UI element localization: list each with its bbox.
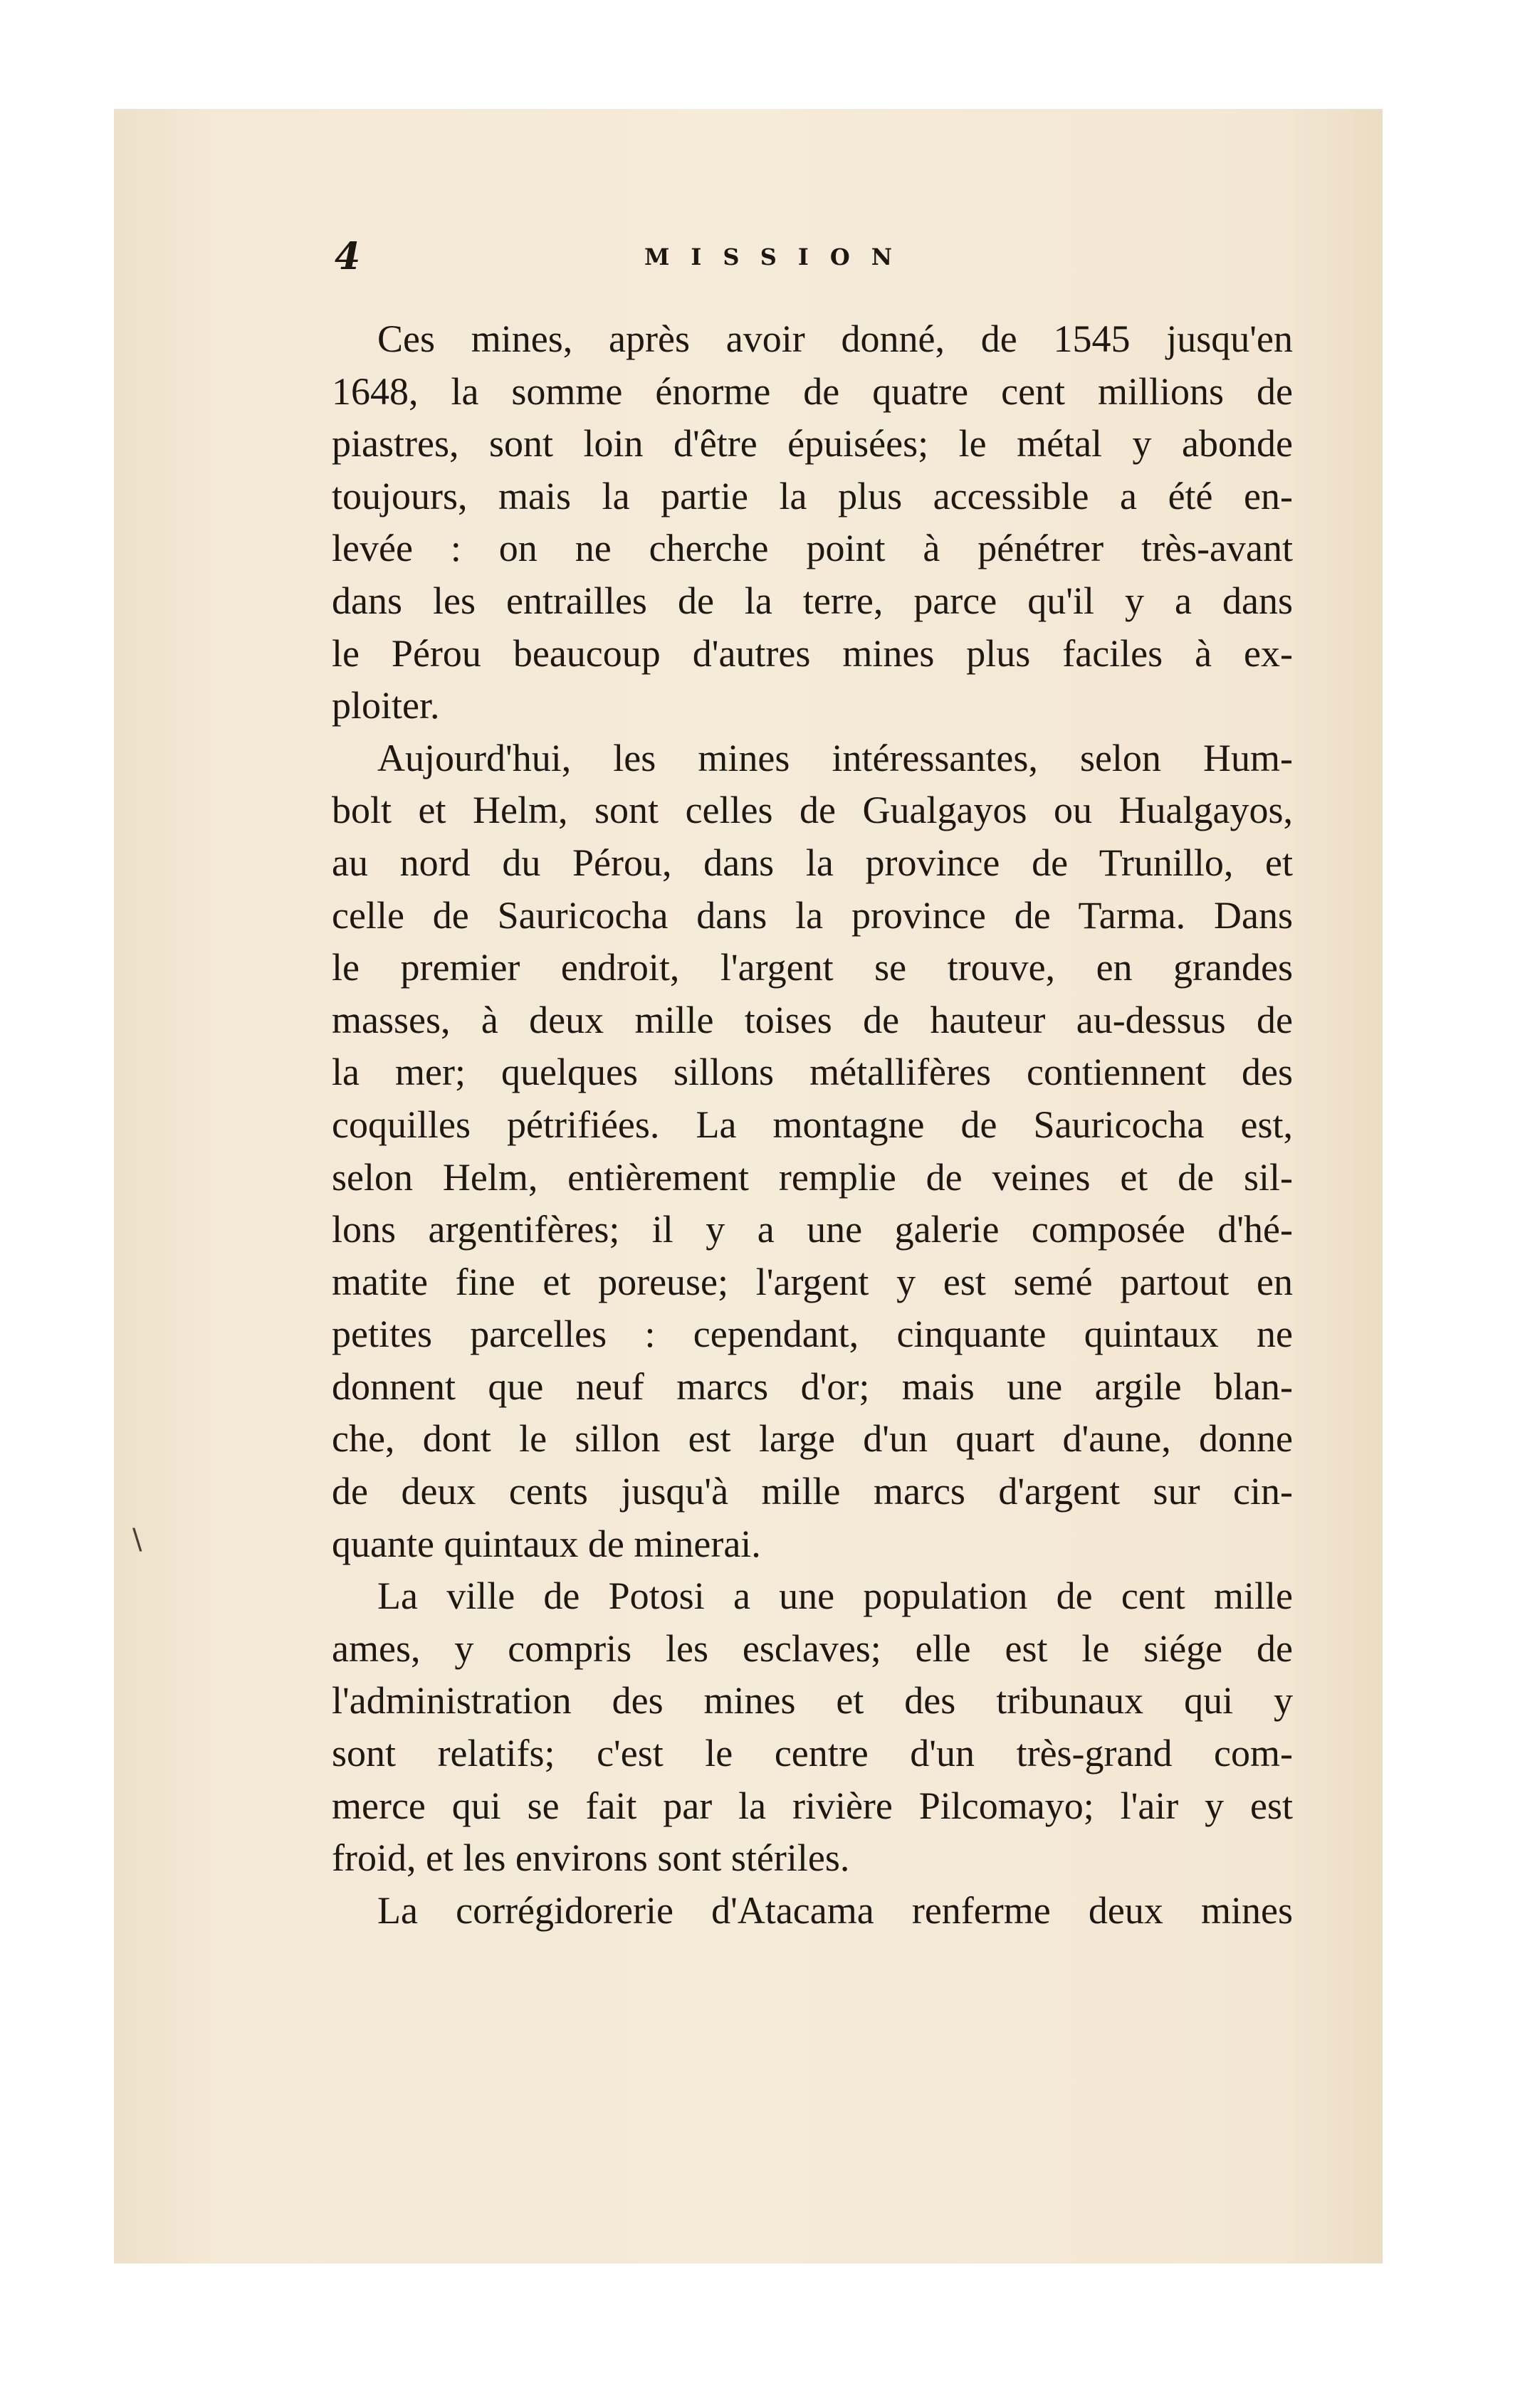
text-line: de deux cents jusqu'à mille marcs d'argent sur cin- [332,1470,1293,1513]
text-line: la mer; quelques sillons métallifères contiennent des [332,1051,1293,1094]
text-line: celle de Sauricocha dans la province de Tarma. Dans [332,893,1293,937]
text-line: coquilles pétrifiées. La montagne de Sauricocha est, [332,1103,1293,1146]
text-line: selon Helm, entièrement remplie de veines et de sil- [332,1155,1293,1199]
text-line: ploiter. [332,684,440,727]
text-line: quante quintaux de minerai. [332,1522,761,1565]
text-line: ames, y compris les esclaves; elle est le siége de [332,1626,1293,1670]
text-line: merce qui se fait par la rivière Pilcomayo; l'air y est [332,1784,1293,1827]
text-line: bolt et Helm, sont celles de Gualgayos ou Hualgayos, [332,789,1293,832]
text-line: au nord du Pérou, dans la province de Trunillo, et [332,841,1293,884]
text-line: l'administration des mines et des tribunaux qui y [332,1679,1293,1723]
text-line: froid, et les environs sont stériles. [332,1836,850,1880]
body-text [332,313,1293,1937]
text-line: toujours, mais la partie la plus accessible a été en- [332,474,1293,517]
text-line: petites parcelles : cependant, cinquante quintaux ne [332,1313,1293,1356]
text-line: levée : on ne cherche point à pénétrer très-avant [332,527,1293,570]
text-line: le premier endroit, l'argent se trouve, en grandes [332,946,1293,989]
text-line: le Pérou beaucoup d'autres mines plus faciles à ex- [332,631,1293,675]
text-line: Aujourd'hui, les mines intéressantes, selon Hum- [377,736,1293,779]
page-number: 4 [335,235,361,278]
text-line: Ces mines, après avoir donné, de 1545 jusqu'en [377,317,1293,360]
text-line: 1648, la somme énorme de quatre cent millions de [332,369,1293,413]
text-line: matite fine et poreuse; l'argent y est semé partout en [332,1260,1293,1303]
text-line: masses, à deux mille toises de hauteur au-dessus de [332,998,1293,1041]
text-line: La corrégidorerie d'Atacama renferme deux mines [377,1888,1293,1932]
text-line: La ville de Potosi a une population de cent mille [377,1574,1293,1618]
text-line: piastres, sont loin d'être épuisées; le métal y abonde [332,422,1293,466]
text-line: donnent que neuf marcs d'or; mais une argile blan- [332,1365,1293,1408]
margin-mark: \ [132,1523,142,1556]
running-title: MISSION [644,243,913,270]
text-line: che, dont le sillon est large d'un quart d'aune, donne [332,1417,1293,1461]
text-line: dans les entrailles de la terre, parce qu'il y a dans [332,579,1293,622]
text-line: lons argentifères; il y a une galerie composée d'hé- [332,1208,1293,1251]
text-line: sont relatifs; c'est le centre d'un très-grand com- [332,1732,1293,1775]
